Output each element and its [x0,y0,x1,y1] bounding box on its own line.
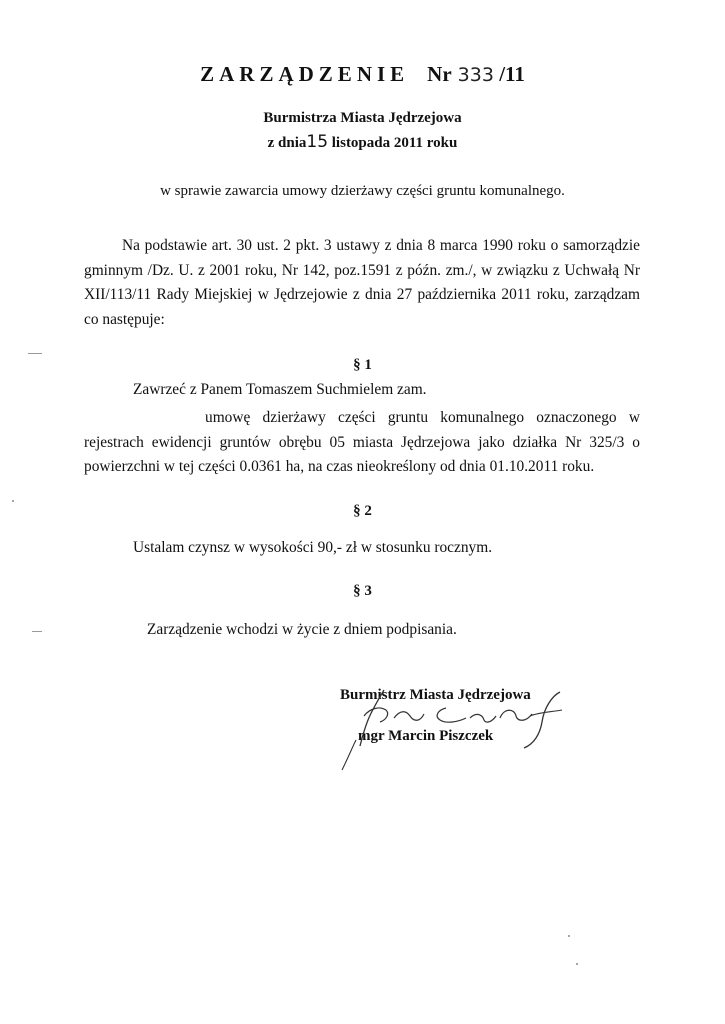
signature-block [340,686,580,776]
handwritten-signature [334,678,584,778]
signature-name: mgr Marcin Piszczek [358,728,494,744]
section-3-body: Zarządzenie wchodzi w życie z dniem podpisania. [147,621,457,638]
section-1-body: umowę dzierżawy części gruntu komunalnego oznaczonego w rejestrach ewidencji gruntów obrębu 05 miasta Jędrzejowa jako działka Nr 325/3 o powierzchni w tej części 0.0361 ha, na czas nieokreślony od dnia 01.10.2011 roku. [84,409,640,475]
document-title [0,62,725,87]
section-1-line1: Zawrzeć z Panem Tomaszem Suchmielem zam. [133,381,427,398]
date-line [0,132,725,152]
section-3-heading: § 3 [353,583,372,599]
date-suffix: listopada 2011 roku [331,135,458,151]
title-year-suffix: /11 [499,62,525,86]
handwritten-number: 333 [457,64,494,86]
scan-margin-mark [28,353,42,354]
signature-title: Burmistrz Miasta Jędrzejowa [340,687,531,703]
section-2-body: Ustalam czynsz w wysokości 90,- zł w stosunku rocznym. [133,539,493,556]
section-1-heading: § 1 [353,357,372,373]
title-word: ZARZĄDZENIE [200,62,410,86]
scan-speck [568,935,570,937]
scan-speck [576,963,578,965]
issuer-line: Burmistrza Miasta Jędrzejowa [263,110,462,126]
handwritten-day: 15 [306,132,329,152]
preamble-text: Na podstawie art. 30 ust. 2 pkt. 3 ustawy z dnia 8 marca 1990 roku o samorządzie gminnym /Dz. U. z 2001 roku, Nr 142, poz.1591 z późn. zm./, w związku z Uchwałą Nr XII/113/11 Rady Miejskiej w Jędrzejowie z dnia 27 października 2011 roku, zarządzam co następuje: [84,237,640,328]
preamble-paragraph [84,234,640,332]
section-2-heading: § 2 [353,503,372,519]
title-nr: Nr [427,62,452,86]
scan-margin-mark [32,631,42,632]
subject-line: w sprawie zawarcia umowy dzierżawy części gruntu komunalnego. [160,183,565,199]
date-prefix: z dnia [267,135,307,151]
scan-speck [12,500,14,502]
